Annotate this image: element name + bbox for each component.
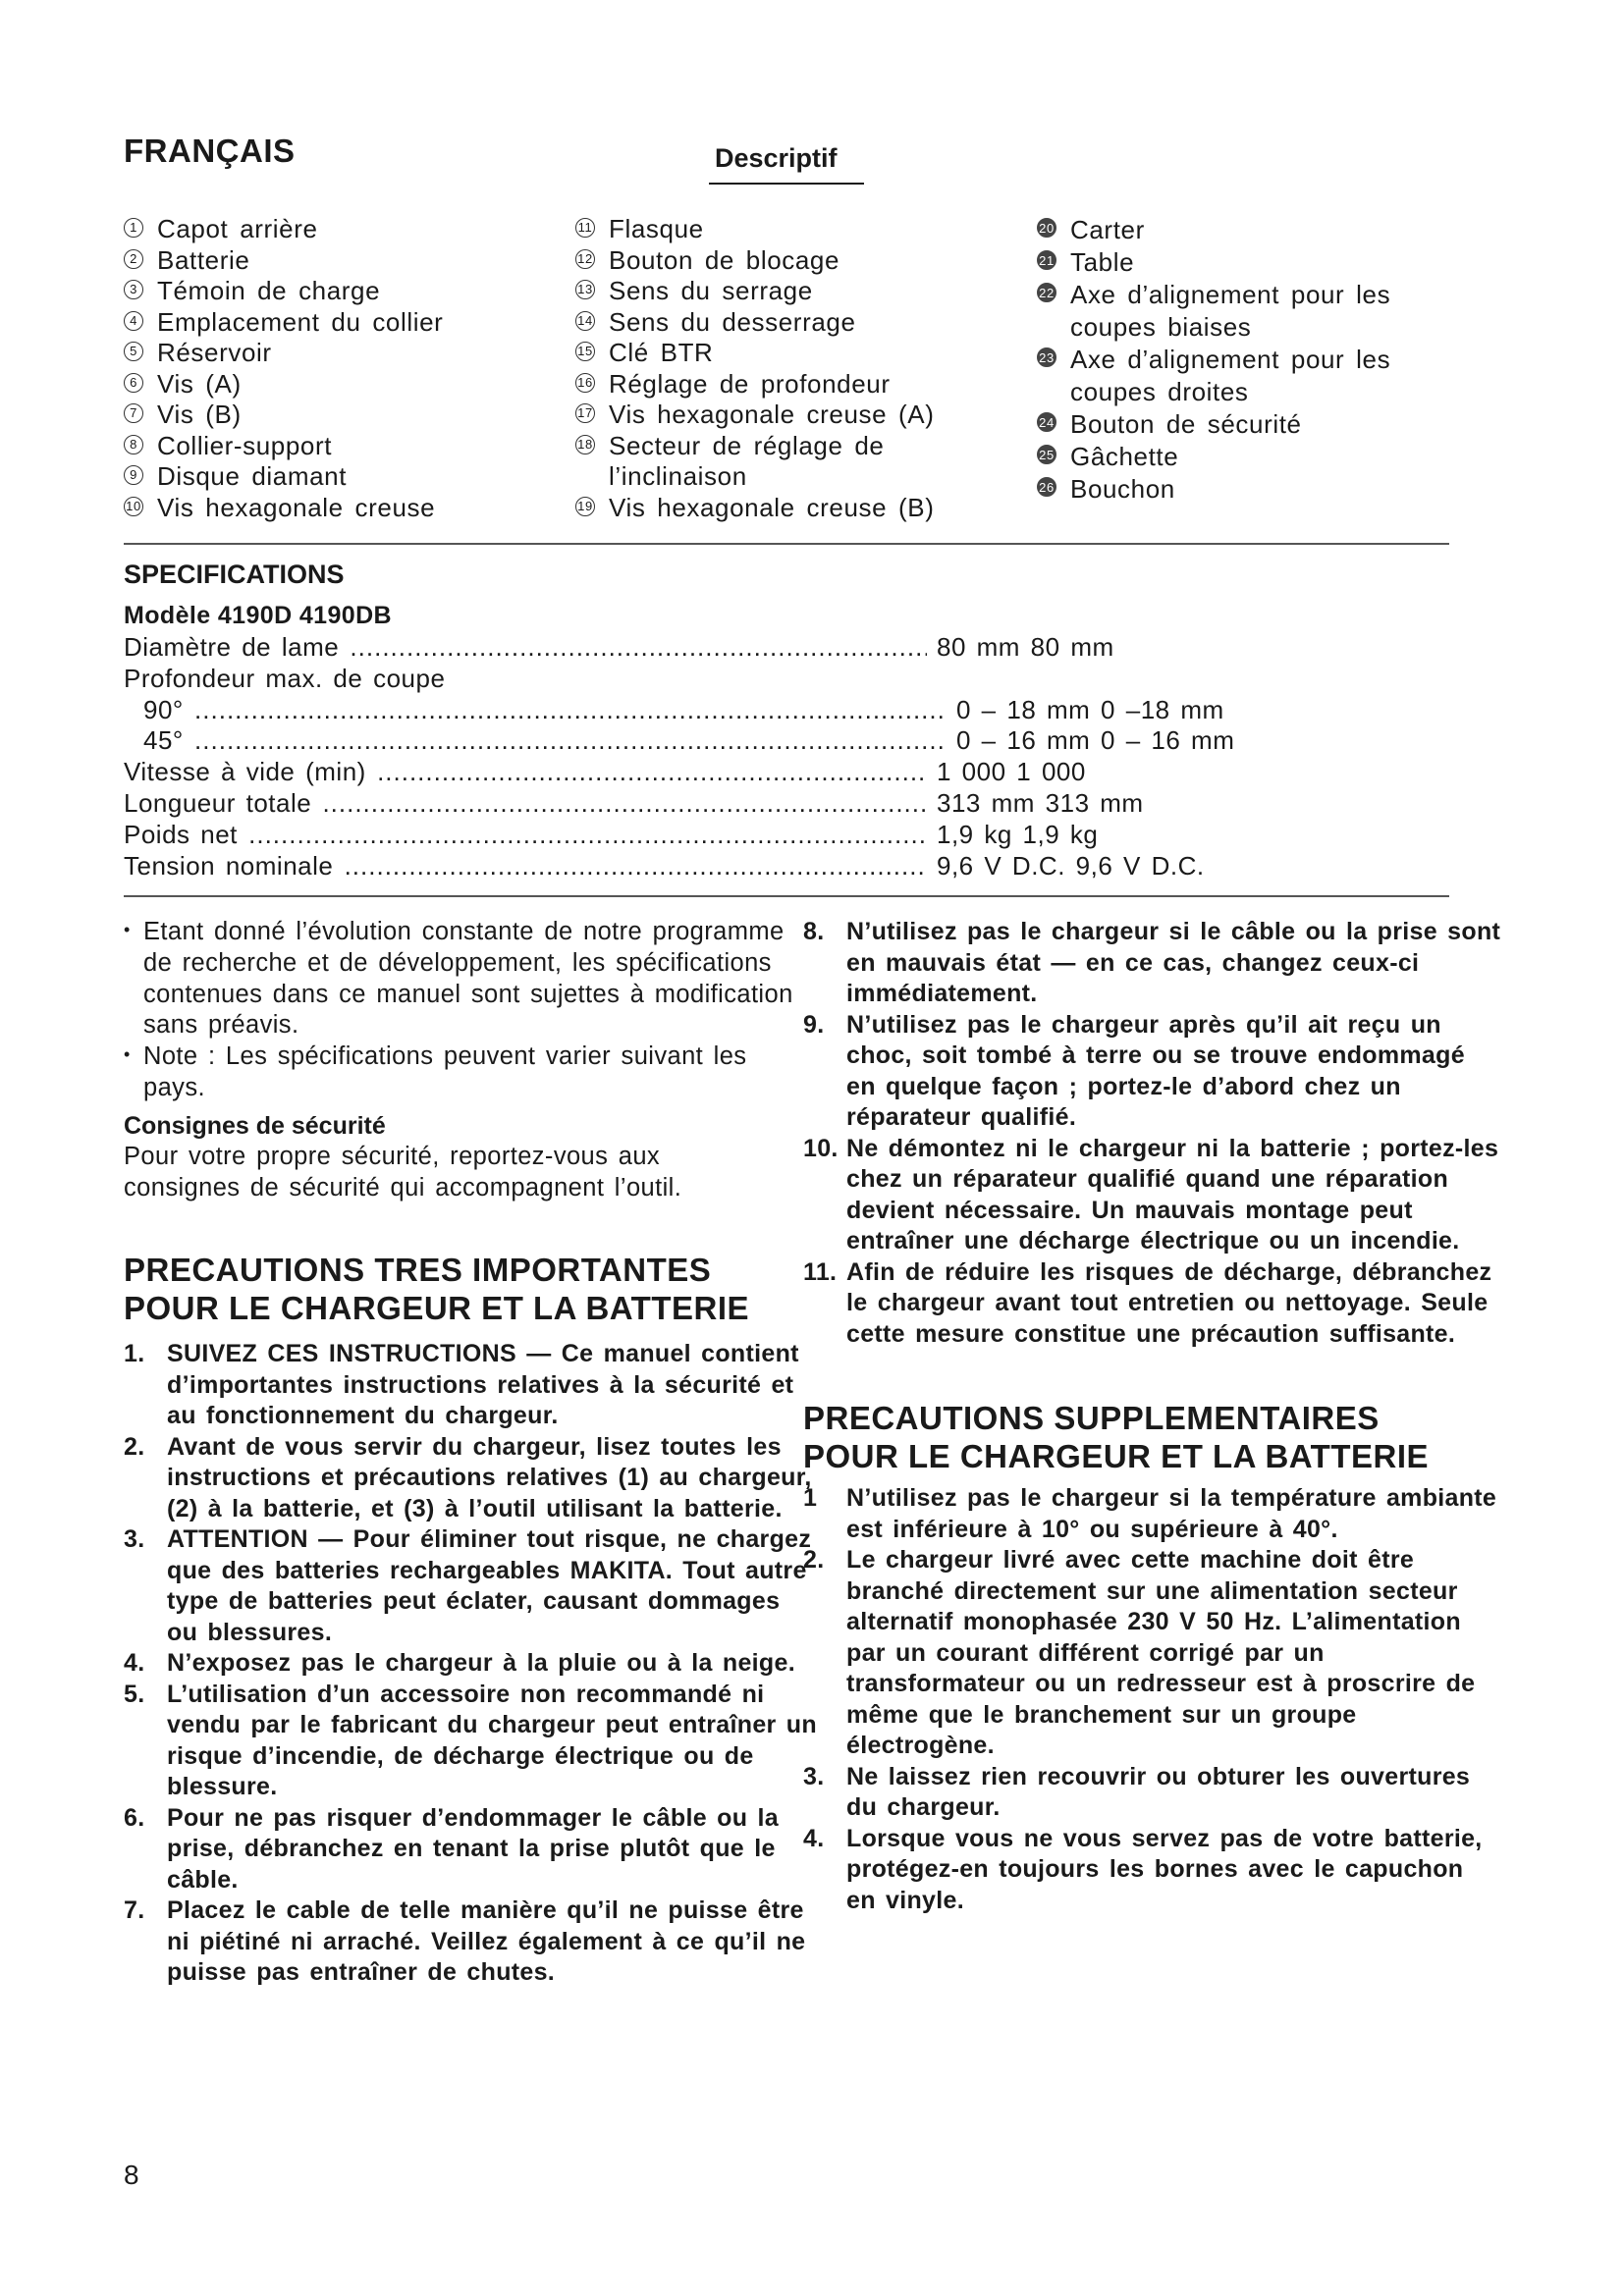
part-label: Bouchon <box>1070 474 1175 504</box>
safety-text: Pour votre propre sécurité, reportez-vous aux consignes de sécurité qui accompagnent l’outil. <box>124 1142 682 1201</box>
item-text: Ne laissez rien recouvrir ou obturer les ouvertures du chargeur. <box>846 1762 1471 1821</box>
part-number-badge: 14 <box>575 311 595 331</box>
note-text: Note : Les spécifications peuvent varier suivant les pays. <box>143 1042 747 1101</box>
item-text: Ne démontez ni le chargeur ni la batterie ; portez-les chez un réparateur qualifié quand une réparation devient nécessaire. Un mauvais montage peut entraîner une décharge électrique ou un incendie. <box>846 1134 1499 1255</box>
part-label: Sens du desserrage <box>609 306 856 337</box>
parts-list-column-1 <box>124 214 536 523</box>
part-number-badge: 2 <box>124 249 143 269</box>
part-item <box>124 276 536 307</box>
precautions-supplementary-title <box>803 1399 1502 1475</box>
part-label: Sens du serrage <box>609 276 813 305</box>
note-text: Etant donné l’évolution constante de notre programme de recherche et de développement, les spécifications contenues dans ce manuel sont sujettes à modification sans préavis. <box>143 918 793 1040</box>
part-label: Axe d’alignement pour les coupes biaises <box>1070 280 1391 342</box>
list-item <box>803 1824 1502 1917</box>
part-number-badge: 26 <box>1037 477 1056 497</box>
part-number-badge: 12 <box>575 249 595 269</box>
parts-list-column-2 <box>575 214 988 523</box>
parts-list-column-3 <box>1037 214 1449 506</box>
precautions-important-list <box>124 1339 817 1989</box>
left-column <box>124 917 817 1989</box>
spec-row <box>124 820 1282 851</box>
part-label: Bouton de blocage <box>609 244 840 275</box>
item-text: Placez le cable de telle manière qu’il ne puisse être ni piétiné ni arraché. Veillez également à ce qu’il ne puisse pas entraîner de chutes. <box>167 1896 806 1987</box>
model-line: Modèle 4190D 4190DB <box>124 602 393 629</box>
list-item <box>124 1803 817 1896</box>
spec-label: Longueur totale ..... <box>124 788 927 820</box>
spec-row <box>124 851 1282 882</box>
part-item <box>124 431 536 462</box>
part-label: Clé BTR <box>609 338 714 367</box>
spec-value: 313 mm 313 mm <box>937 787 1144 818</box>
list-item <box>803 1762 1502 1824</box>
spec-value: 1 000 1 000 <box>937 757 1086 787</box>
spec-value: 80 mm 80 mm <box>937 632 1114 662</box>
part-item <box>1037 279 1449 344</box>
divider-middle <box>124 895 1449 897</box>
item-number: 9. <box>803 1010 825 1039</box>
part-item <box>124 400 536 431</box>
part-label: Capot arrière <box>157 214 318 243</box>
list-item <box>124 1680 817 1803</box>
part-item <box>1037 441 1449 473</box>
item-text: Lorsque vous ne vous servez pas de votre batterie, protégez-en toujours les bornes avec le capuchon en vinyle. <box>846 1824 1483 1914</box>
item-text: Avant de vous servir du chargeur, lisez toutes les instructions et précautions relatives (1) au chargeur, (2) à la batterie, et (3) à l’outil utilisant la batterie. <box>167 1432 812 1522</box>
part-number-badge: 5 <box>124 342 143 361</box>
part-item <box>124 338 536 369</box>
title-line: POUR LE CHARGEUR ET LA BATTERIE <box>803 1438 1430 1474</box>
part-label: Vis (A) <box>157 368 242 399</box>
item-text: Le chargeur livré avec cette machine doit être branché directement sur une alimentation secteur alternatif monophasée 230 V 50 Hz. L’alimentation par un courant différent corrigé par un transformateur ou un redresseur est à proscrire de même que le branchement sur un groupe électrogène. <box>846 1546 1476 1759</box>
spec-value: 9,6 V D.C. 9,6 V D.C. <box>937 850 1205 881</box>
item-number: 8. <box>803 918 825 945</box>
spec-row <box>124 757 1282 788</box>
title-line: POUR LE CHARGEUR ET LA BATTERIE <box>124 1290 750 1327</box>
part-label: Carter <box>1070 215 1145 244</box>
part-label: Réglage de profondeur <box>609 368 891 399</box>
item-number: 5. <box>124 1680 145 1708</box>
part-label: Batterie <box>157 244 250 275</box>
spec-row <box>124 632 1282 664</box>
part-item <box>124 245 536 277</box>
part-label: Disque diamant <box>157 461 348 491</box>
spec-label: 90° ..... <box>124 695 947 726</box>
list-item <box>124 1896 817 1989</box>
spec-label: Poids net ..... <box>124 820 927 851</box>
part-number-badge: 4 <box>124 311 143 331</box>
part-item <box>124 369 536 400</box>
part-label: Vis hexagonale creuse (A) <box>609 400 935 429</box>
part-number-badge: 20 <box>1037 218 1056 238</box>
item-number: 7. <box>124 1896 145 1925</box>
page-number: 8 <box>124 2160 139 2190</box>
item-text: SUIVEZ CES INSTRUCTIONS — Ce manuel contient d’importantes instructions relatives à la sécurité et au fonctionnement du chargeur. <box>167 1340 799 1430</box>
section-title-underline <box>709 183 864 185</box>
item-number: 1. <box>124 1340 145 1368</box>
part-label: Vis (B) <box>157 400 242 429</box>
language-heading: FRANÇAIS <box>124 133 296 169</box>
item-text: L’utilisation d’un accessoire non recommandé ni vendu par le fabricant du chargeur peut entraîner un risque d’incendie, de décharge électrique ou de blessure. <box>167 1680 817 1801</box>
part-item <box>575 307 988 339</box>
list-item <box>803 1134 1502 1257</box>
part-number-badge: 7 <box>124 403 143 423</box>
item-text: ATTENTION — Pour éliminer tout risque, ne chargez que des batteries rechargeables MAKITA. Tout autre type de batteries peut éclater, causant dommages ou blessures. <box>167 1525 812 1646</box>
part-item <box>575 369 988 400</box>
part-number-badge: 21 <box>1037 250 1056 270</box>
part-label: Emplacement du collier <box>157 306 444 337</box>
part-label: Table <box>1070 247 1135 277</box>
part-label: Gâchette <box>1070 442 1179 471</box>
title-line: PRECAUTIONS SUPPLEMENTAIRES <box>803 1400 1380 1436</box>
list-item <box>803 1257 1502 1351</box>
part-item <box>575 493 988 524</box>
divider-top <box>124 543 1449 545</box>
spec-value: 0 – 16 mm 0 – 16 mm <box>956 725 1235 756</box>
part-item <box>124 307 536 339</box>
part-label: Vis hexagonale creuse <box>157 492 436 522</box>
part-number-badge: 23 <box>1037 347 1056 367</box>
title-line: PRECAUTIONS TRES IMPORTANTES <box>124 1252 712 1289</box>
list-item <box>124 1339 817 1432</box>
part-item <box>124 493 536 524</box>
section-title-descriptif: Descriptif <box>715 143 838 173</box>
item-text: N’utilisez pas le chargeur si le câble ou la prise sont en mauvais état — en ce cas, changez ceux-ci immédiatement. <box>846 918 1501 1007</box>
item-number: 2. <box>803 1546 825 1574</box>
part-label: Vis hexagonale creuse (B) <box>609 492 935 522</box>
item-text: Afin de réduire les risques de décharge, débranchez le chargeur avant tout entretien ou nettoyage. Seule cette mesure constitue une précaution suffisante. <box>846 1257 1492 1348</box>
item-text: Pour ne pas risquer d’endommager le câble ou la prise, débranchez en tenant la prise plutôt que le câble. <box>167 1803 779 1894</box>
item-number: 11. <box>803 1257 838 1286</box>
note-bullet <box>124 917 811 1041</box>
part-item <box>575 431 988 493</box>
part-number-badge: 13 <box>575 280 595 299</box>
part-item <box>575 214 988 245</box>
note-bullet <box>124 1041 811 1104</box>
item-number: 3. <box>803 1762 825 1790</box>
part-item <box>575 400 988 431</box>
spec-value: 1,9 kg 1,9 kg <box>937 819 1099 849</box>
safety-heading: Consignes de sécurité <box>124 1111 386 1140</box>
specifications-table <box>124 632 1282 881</box>
part-label: Collier-support <box>157 430 333 460</box>
list-item <box>803 917 1502 1010</box>
part-number-badge: 17 <box>575 403 595 423</box>
item-number: 10. <box>803 1134 839 1162</box>
part-item <box>575 338 988 369</box>
precautions-supplementary-list <box>803 1483 1502 1916</box>
part-label: Axe d’alignement pour les coupes droites <box>1070 345 1391 406</box>
part-label: Bouton de sécurité <box>1070 409 1302 439</box>
part-label: Secteur de réglage de l’inclinaison <box>609 430 885 491</box>
part-label: Témoin de charge <box>157 276 381 305</box>
part-number-badge: 22 <box>1037 283 1056 302</box>
item-number: 4. <box>803 1824 825 1852</box>
part-item <box>1037 473 1449 506</box>
part-item <box>124 214 536 245</box>
list-item <box>803 1545 1502 1762</box>
part-number-badge: 15 <box>575 342 595 361</box>
list-item <box>124 1648 817 1680</box>
item-number: 6. <box>124 1803 145 1832</box>
item-number: 2. <box>124 1432 145 1461</box>
spec-row <box>124 695 1282 726</box>
precautions-important-title <box>124 1251 811 1327</box>
spec-label: Profondeur max. de coupe <box>124 663 446 693</box>
list-item <box>124 1524 817 1648</box>
precautions-important-list-continued <box>803 917 1502 1350</box>
right-column <box>803 917 1502 1916</box>
part-number-badge: 18 <box>575 435 595 454</box>
spec-row <box>124 664 1282 695</box>
item-text: N’exposez pas le chargeur à la pluie ou à la neige. <box>167 1649 795 1678</box>
spec-label: Vitesse à vide (min) ..... <box>124 757 927 788</box>
spec-label: Diamètre de lame ..... <box>124 632 927 664</box>
part-item <box>1037 214 1449 246</box>
part-item <box>124 461 536 493</box>
specifications-title: SPECIFICATIONS <box>124 560 345 589</box>
part-number-badge: 10 <box>124 497 143 516</box>
part-item <box>1037 246 1449 279</box>
item-number: 4. <box>124 1649 145 1678</box>
item-text: N’utilisez pas le chargeur après qu’il ait reçu un choc, soit tombé à terre ou se trouve endommagé en quelque façon ; portez-le d’abord chez un réparateur qualifié. <box>846 1010 1465 1131</box>
part-number-badge: 19 <box>575 497 595 516</box>
part-number-badge: 8 <box>124 435 143 454</box>
part-number-badge: 9 <box>124 465 143 485</box>
part-item <box>1037 408 1449 441</box>
spec-row <box>124 788 1282 820</box>
list-item <box>124 1432 817 1525</box>
part-label: Flasque <box>609 214 704 243</box>
part-number-badge: 3 <box>124 280 143 299</box>
part-number-badge: 1 <box>124 218 143 238</box>
part-number-badge: 25 <box>1037 445 1056 464</box>
item-number: 1 <box>803 1484 818 1512</box>
bullet-icon: • <box>124 1044 131 1065</box>
item-number: 3. <box>124 1525 145 1554</box>
spec-row <box>124 725 1282 757</box>
item-text: N’utilisez pas le chargeur si la température ambiante est inférieure à 10° ou supérieure à 40°. <box>846 1484 1497 1543</box>
part-number-badge: 16 <box>575 373 595 393</box>
list-item <box>803 1483 1502 1545</box>
part-number-badge: 24 <box>1037 412 1056 432</box>
bullet-icon: • <box>124 920 131 939</box>
part-item <box>1037 344 1449 408</box>
list-item <box>803 1010 1502 1134</box>
part-item <box>575 276 988 307</box>
part-number-badge: 6 <box>124 373 143 393</box>
spec-label: Tension nominale ..... <box>124 851 927 882</box>
part-number-badge: 11 <box>575 218 595 238</box>
spec-value: 0 – 18 mm 0 –18 mm <box>956 694 1224 724</box>
spec-label: 45° ..... <box>124 725 947 757</box>
part-item <box>575 245 988 277</box>
part-label: Réservoir <box>157 338 272 367</box>
